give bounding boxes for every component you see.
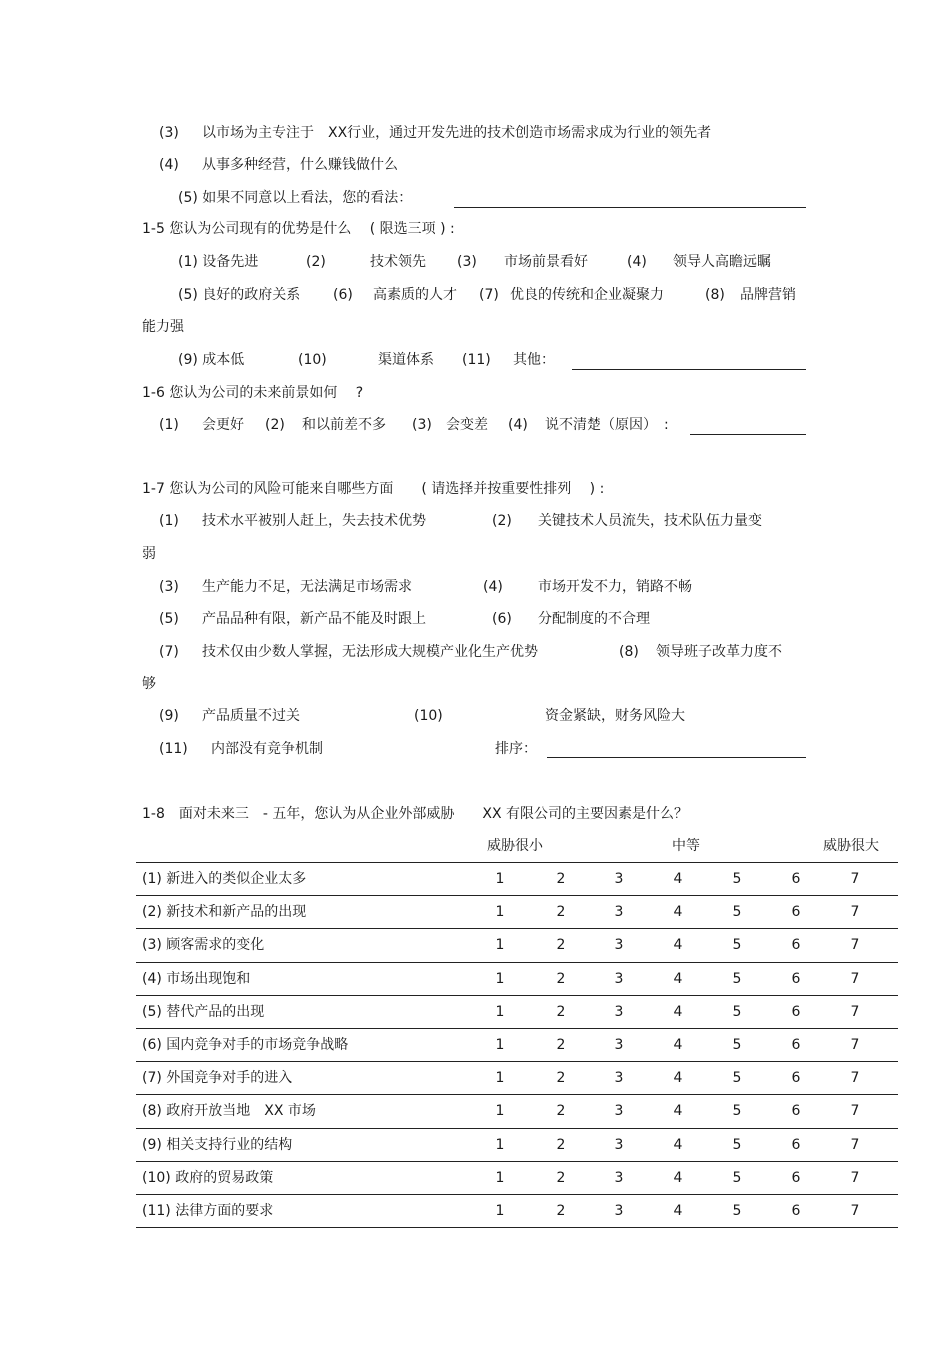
table-row-label: (3) 顾客需求的变化 — [142, 937, 265, 953]
option-number: (11) — [462, 352, 491, 368]
rating-option[interactable]: 3 — [614, 1004, 624, 1020]
rating-option[interactable]: 1 — [495, 937, 505, 953]
rating-option[interactable]: 5 — [732, 971, 742, 987]
option-text: (5) 如果不同意以上看法，您的看法： — [178, 190, 413, 206]
option-number: (4) — [483, 579, 503, 595]
rating-option[interactable]: 3 — [614, 1170, 624, 1186]
option-text: 品牌营销 — [740, 287, 796, 303]
rating-option[interactable]: 1 — [495, 1037, 505, 1053]
option-text: 资金紧缺，财务风险大 — [545, 708, 685, 724]
rating-option[interactable]: 4 — [673, 1103, 683, 1119]
question-1-5-title: 1-5 您认为公司现有的优势是什么 ( 限选三项 ) : — [142, 221, 455, 237]
rating-option[interactable]: 2 — [556, 1170, 566, 1186]
option-number: (4) — [627, 254, 647, 270]
rating-option[interactable]: 6 — [791, 1004, 801, 1020]
rating-option[interactable]: 1 — [495, 971, 505, 987]
option-text: 技术水平被别人赶上，失去技术优势 — [202, 513, 426, 529]
rating-option[interactable]: 4 — [673, 1004, 683, 1020]
rating-option[interactable]: 4 — [673, 937, 683, 953]
table-row-label: (4) 市场出现饱和 — [142, 971, 251, 987]
rating-option[interactable]: 3 — [614, 1037, 624, 1053]
rating-option[interactable]: 2 — [556, 937, 566, 953]
rating-option[interactable]: 6 — [791, 1103, 801, 1119]
option-number: (8) — [619, 644, 639, 660]
rating-option[interactable]: 7 — [850, 1037, 860, 1053]
rating-option[interactable]: 5 — [732, 1137, 742, 1153]
rating-option[interactable]: 7 — [850, 937, 860, 953]
option-number: (10) — [298, 352, 327, 368]
answer-blank-line[interactable] — [547, 757, 806, 758]
rating-option[interactable]: 7 — [850, 1070, 860, 1086]
option-number: (9) — [159, 708, 179, 724]
table-row-label: (8) 政府开放当地 XX 市场 — [142, 1103, 316, 1119]
rating-option[interactable]: 1 — [495, 1203, 505, 1219]
table-rule — [136, 1094, 898, 1095]
option-text: 生产能力不足，无法满足市场需求 — [202, 579, 412, 595]
option-text: 会更好 — [202, 417, 244, 433]
rating-option[interactable]: 2 — [556, 1037, 566, 1053]
rating-option[interactable]: 7 — [850, 1103, 860, 1119]
question-1-6-title: 1-6 您认为公司的未来前景如何 ? — [142, 385, 364, 401]
rating-option[interactable]: 6 — [791, 904, 801, 920]
option-number: (2) — [306, 254, 326, 270]
option-number: (3) — [159, 125, 179, 141]
rating-option[interactable]: 5 — [732, 937, 742, 953]
option-number: (11) — [159, 741, 188, 757]
rating-option[interactable]: 5 — [732, 1070, 742, 1086]
rating-option[interactable]: 5 — [732, 1037, 742, 1053]
rating-option[interactable]: 3 — [614, 904, 624, 920]
option-number: (2) — [265, 417, 285, 433]
answer-blank-line[interactable] — [572, 369, 806, 370]
table-row-label: (5) 替代产品的出现 — [142, 1004, 265, 1020]
rating-option[interactable]: 7 — [850, 1137, 860, 1153]
rating-option[interactable]: 2 — [556, 1103, 566, 1119]
option-text: (9) 成本低 — [178, 352, 245, 368]
rating-option[interactable]: 3 — [614, 871, 624, 887]
option-text: 以市场为主专注于 XX行业，通过开发先进的技术创造市场需求成为行业的领先者 — [202, 125, 712, 141]
option-text: 内部没有竞争机制 — [211, 741, 323, 757]
rating-option[interactable]: 6 — [791, 1070, 801, 1086]
option-text: 会变差 — [446, 417, 488, 433]
rating-option[interactable]: 2 — [556, 1004, 566, 1020]
table-row-label: (7) 外国竞争对手的进入 — [142, 1070, 293, 1086]
rating-option[interactable]: 1 — [495, 1170, 505, 1186]
rating-option[interactable]: 4 — [673, 1203, 683, 1219]
rating-option[interactable]: 4 — [673, 1170, 683, 1186]
rating-option[interactable]: 7 — [850, 904, 860, 920]
rating-option[interactable]: 6 — [791, 1037, 801, 1053]
table-rule — [136, 1194, 898, 1195]
rating-option[interactable]: 3 — [614, 937, 624, 953]
rating-option[interactable]: 7 — [850, 1170, 860, 1186]
option-text: 产品品种有限，新产品不能及时跟上 — [202, 611, 426, 627]
option-text: 市场开发不力，销路不畅 — [538, 579, 692, 595]
table-rule — [136, 1061, 898, 1062]
rating-option[interactable]: 4 — [673, 1037, 683, 1053]
rating-option[interactable]: 1 — [495, 1004, 505, 1020]
table-row-label: (1) 新进入的类似企业太多 — [142, 871, 307, 887]
rating-option[interactable]: 4 — [673, 1070, 683, 1086]
option-text: 说不清楚（原因） : — [545, 417, 669, 433]
option-text: 关键技术人员流失，技术队伍力量变 — [538, 513, 762, 529]
rating-option[interactable]: 5 — [732, 1203, 742, 1219]
rating-option[interactable]: 7 — [850, 871, 860, 887]
option-number: (5) — [159, 611, 179, 627]
option-number: (4) — [508, 417, 528, 433]
rating-option[interactable]: 5 — [732, 871, 742, 887]
option-number: (6) — [333, 287, 353, 303]
option-text: 市场前景看好 — [504, 254, 588, 270]
table-rule — [136, 1227, 898, 1228]
rating-option[interactable]: 5 — [732, 1170, 742, 1186]
rating-option[interactable]: 7 — [850, 1004, 860, 1020]
rating-option[interactable]: 2 — [556, 871, 566, 887]
rating-option[interactable]: 4 — [673, 1137, 683, 1153]
option-text: 其他： — [513, 352, 555, 368]
rating-option[interactable]: 5 — [732, 1103, 742, 1119]
rating-option[interactable]: 3 — [614, 1203, 624, 1219]
option-number: (1) — [159, 417, 179, 433]
option-text: 技术仅由少数人掌握，无法形成大规模产业化生产优势 — [202, 644, 538, 660]
rating-option[interactable]: 1 — [495, 1070, 505, 1086]
rating-option[interactable]: 1 — [495, 1137, 505, 1153]
table-rule — [136, 995, 898, 996]
rating-option[interactable]: 4 — [673, 871, 683, 887]
option-text-continued: 能力强 — [142, 319, 184, 335]
rating-option[interactable]: 6 — [791, 971, 801, 987]
option-text: 技术领先 — [370, 254, 426, 270]
rating-option[interactable]: 6 — [791, 871, 801, 887]
rating-option[interactable]: 1 — [495, 1103, 505, 1119]
scale-high-label: 威胁很大 — [823, 838, 879, 854]
table-rule — [136, 962, 898, 963]
option-text: 领导人高瞻远瞩 — [673, 254, 771, 270]
rating-option[interactable]: 6 — [791, 1170, 801, 1186]
option-text-continued: 够 — [142, 676, 156, 692]
option-number: (2) — [492, 513, 512, 529]
table-rule — [136, 928, 898, 929]
rating-option[interactable]: 2 — [556, 904, 566, 920]
table-rule — [136, 1161, 898, 1162]
option-text: 和以前差不多 — [302, 417, 386, 433]
scale-mid-label: 中等 — [672, 838, 700, 854]
option-text: (1) 设备先进 — [178, 254, 259, 270]
table-rule — [136, 1128, 898, 1129]
rating-option[interactable]: 3 — [614, 971, 624, 987]
option-number: (7) — [159, 644, 179, 660]
rating-option[interactable]: 3 — [614, 1103, 624, 1119]
rating-option[interactable]: 2 — [556, 971, 566, 987]
option-text: 高素质的人才 — [373, 287, 457, 303]
rating-option[interactable]: 6 — [791, 1137, 801, 1153]
answer-blank-line[interactable] — [454, 207, 806, 208]
table-rule — [136, 895, 898, 896]
rating-option[interactable]: 6 — [791, 1203, 801, 1219]
option-number: (7) — [479, 287, 499, 303]
scale-low-label: 威胁很小 — [487, 838, 543, 854]
option-text-continued: 弱 — [142, 546, 156, 562]
rating-option[interactable]: 3 — [614, 1070, 624, 1086]
table-row-label: (6) 国内竞争对手的市场竞争战略 — [142, 1037, 349, 1053]
option-text: 渠道体系 — [378, 352, 434, 368]
option-text: 分配制度的不合理 — [538, 611, 650, 627]
option-text: 从事多种经营，什么赚钱做什么 — [202, 157, 398, 173]
option-number: (3) — [412, 417, 432, 433]
rating-option[interactable]: 7 — [850, 971, 860, 987]
answer-blank-line[interactable] — [690, 434, 806, 435]
rating-option[interactable]: 1 — [495, 904, 505, 920]
table-rule — [136, 862, 898, 863]
rating-option[interactable]: 6 — [791, 937, 801, 953]
option-number: (8) — [705, 287, 725, 303]
option-number: (3) — [457, 254, 477, 270]
option-text: 优良的传统和企业凝聚力 — [510, 287, 664, 303]
rating-option[interactable]: 7 — [850, 1203, 860, 1219]
question-1-8-title: 1-8 面对未来三 - 五年，您认为从企业外部威胁 XX 有限公司的主要因素是什么？ — [142, 806, 688, 822]
rating-option[interactable]: 1 — [495, 871, 505, 887]
option-number: (4) — [159, 157, 179, 173]
rating-option[interactable]: 5 — [732, 1004, 742, 1020]
table-row-label: (2) 新技术和新产品的出现 — [142, 904, 307, 920]
table-row-label: (10) 政府的贸易政策 — [142, 1170, 274, 1186]
table-row-label: (11) 法律方面的要求 — [142, 1203, 274, 1219]
rating-option[interactable]: 2 — [556, 1203, 566, 1219]
option-text: (5) 良好的政府关系 — [178, 287, 301, 303]
option-number: (6) — [492, 611, 512, 627]
option-text: 产品质量不过关 — [202, 708, 300, 724]
rating-option[interactable]: 4 — [673, 904, 683, 920]
rank-label: 排序： — [495, 741, 537, 757]
option-number: (3) — [159, 579, 179, 595]
rating-option[interactable]: 2 — [556, 1070, 566, 1086]
table-rule — [136, 1028, 898, 1029]
rating-option[interactable]: 2 — [556, 1137, 566, 1153]
rating-option[interactable]: 3 — [614, 1137, 624, 1153]
option-number: (1) — [159, 513, 179, 529]
question-1-7-title: 1-7 您认为公司的风险可能来自哪些方面 ( 请选择并按重要性排列 ) : — [142, 481, 605, 497]
option-number: (10) — [414, 708, 443, 724]
option-text: 领导班子改革力度不 — [656, 644, 782, 660]
rating-option[interactable]: 4 — [673, 971, 683, 987]
rating-option[interactable]: 5 — [732, 904, 742, 920]
table-row-label: (9) 相关支持行业的结构 — [142, 1137, 293, 1153]
